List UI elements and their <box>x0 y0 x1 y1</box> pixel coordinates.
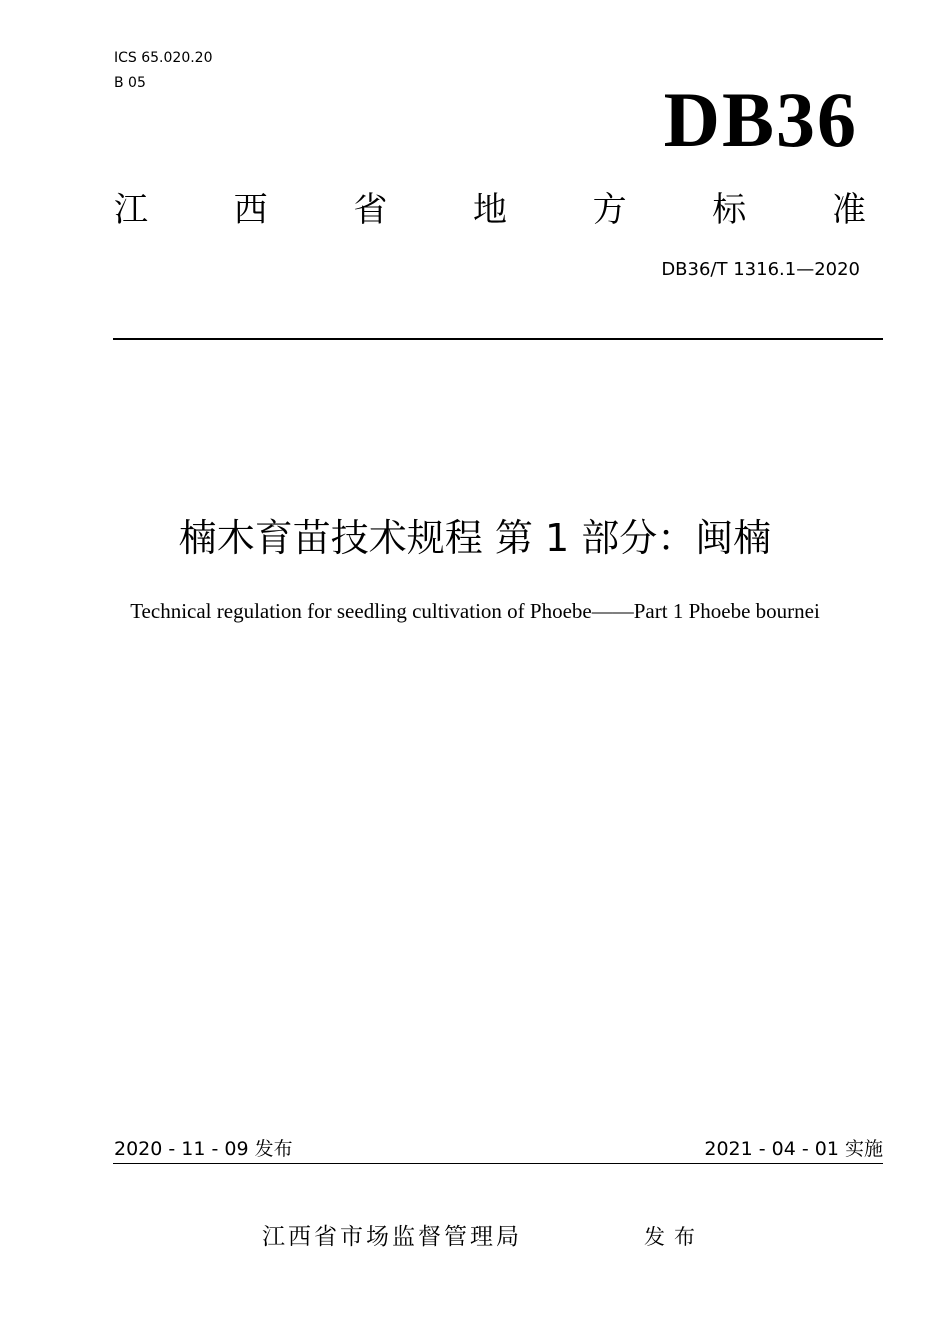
footer-divider <box>113 1163 883 1164</box>
ccs-code: B 05 <box>114 75 146 91</box>
document-title-english: Technical regulation for seedling cultivation of Phoebe——Part 1 Phoebe bournei <box>130 599 820 623</box>
standard-type-char: 江 <box>114 190 148 230</box>
standard-type-char: 标 <box>712 190 747 230</box>
standard-type-title <box>114 188 866 232</box>
db-code-logo: DB36 <box>663 76 858 163</box>
standard-type-char: 西 <box>233 190 268 230</box>
implementation-date: 2021 - 04 - 01 实施 <box>704 1138 883 1160</box>
ics-code: ICS 65.020.20 <box>114 50 213 66</box>
issue-date: 2020 - 11 - 09 发布 <box>114 1138 293 1160</box>
issuing-action: 发布 <box>644 1225 704 1249</box>
standard-number: DB36/T 1316.1—2020 <box>661 259 860 280</box>
standard-type-char: 方 <box>592 190 627 230</box>
standard-type-char: 省 <box>353 190 388 230</box>
standard-type-char: 地 <box>472 190 507 230</box>
header-divider <box>113 338 883 340</box>
issuing-authority: 江西省市场监督管理局 <box>262 1224 522 1250</box>
document-title-chinese: 楠木育苗技术规程 第 1 部分：闽楠 <box>178 516 772 560</box>
standard-type-char: 准 <box>831 190 866 230</box>
